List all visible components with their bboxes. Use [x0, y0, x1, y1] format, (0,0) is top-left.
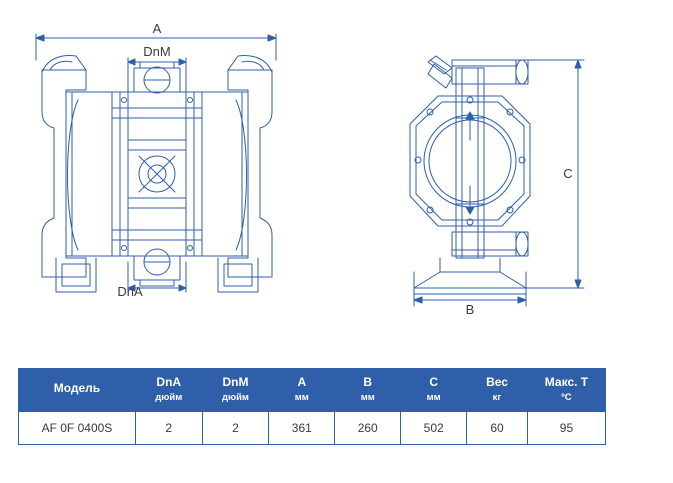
header-dna-unit: дюйм	[155, 392, 183, 403]
header-weight-unit: кг	[492, 392, 502, 403]
header-max-temp	[527, 369, 605, 412]
table-header-row	[19, 369, 606, 412]
header-a-title: A	[297, 375, 307, 389]
header-b-title: B	[363, 375, 373, 389]
table-row	[19, 411, 606, 444]
header-a-unit: мм	[294, 392, 309, 403]
label-dna: DnA	[117, 284, 143, 299]
header-c-title: C	[429, 375, 438, 389]
label-c: C	[563, 166, 573, 181]
cell-dnm: 2	[202, 411, 269, 444]
header-a	[269, 369, 335, 412]
label-dnm: DnM	[143, 44, 171, 59]
header-c-unit: мм	[426, 392, 441, 403]
header-weight	[467, 369, 528, 412]
cell-b: 260	[335, 411, 401, 444]
table-body	[19, 411, 606, 444]
dimension-dnm	[128, 58, 186, 92]
header-model-title: Модель	[53, 380, 101, 395]
header-max-temp-unit: ºC	[561, 392, 572, 403]
cell-weight: 60	[467, 411, 528, 444]
cell-a: 361	[269, 411, 335, 444]
specification-table	[18, 368, 606, 445]
label-b: B	[465, 302, 475, 317]
header-b-unit: мм	[360, 392, 375, 403]
cell-model: AF 0F 0400S	[19, 411, 136, 444]
header-b	[335, 369, 401, 412]
header-dnm-title: DnM	[222, 375, 249, 389]
header-dna	[135, 369, 202, 412]
side-view-pump	[410, 56, 584, 306]
header-dna-title: DnA	[156, 375, 182, 389]
table-header	[19, 369, 606, 412]
cell-c: 502	[401, 411, 467, 444]
cell-max-temp: 95	[527, 411, 605, 444]
header-max-temp-title: Макс. T	[544, 375, 589, 389]
cell-dna: 2	[135, 411, 202, 444]
header-dnm	[202, 369, 269, 412]
header-weight-title: Вес	[486, 375, 508, 389]
front-view-pump	[36, 34, 276, 292]
header-c	[401, 369, 467, 412]
header-dnm-unit: дюйм	[221, 392, 249, 403]
label-a: A	[152, 21, 162, 36]
header-model	[19, 369, 136, 412]
